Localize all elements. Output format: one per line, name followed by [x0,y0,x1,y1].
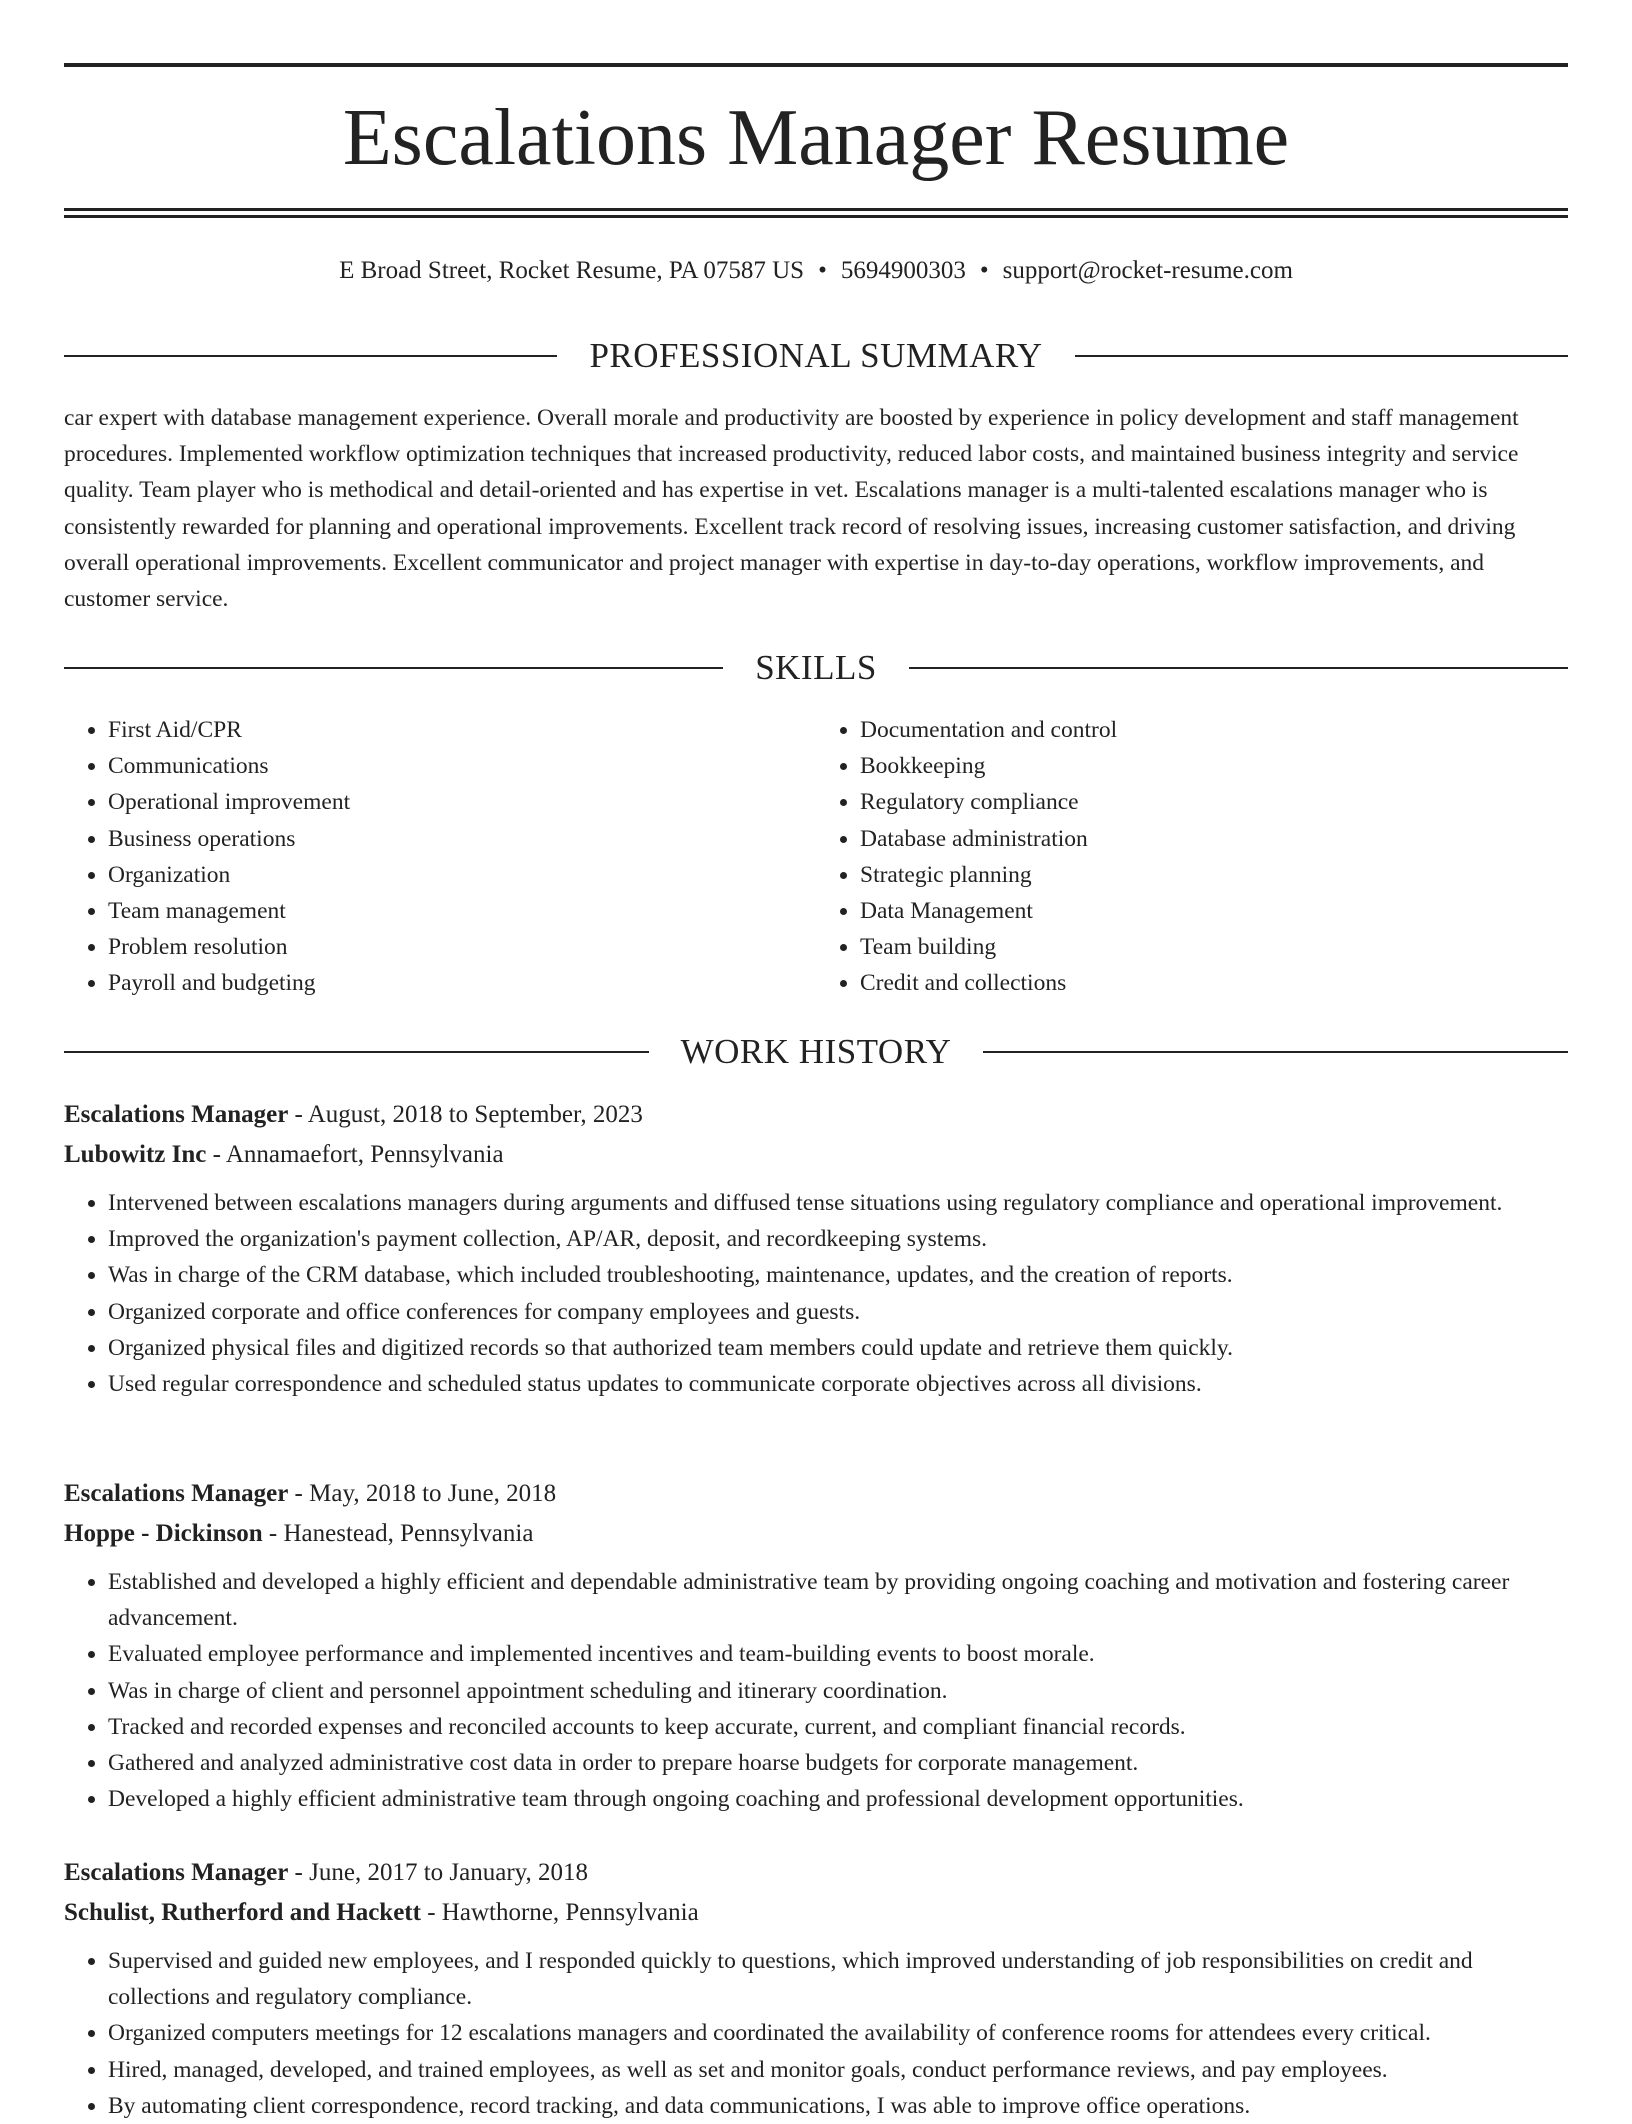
skills-column-left [64,712,816,1002]
summary-heading: PROFESSIONAL SUMMARY [589,336,1043,375]
skill-item: • Database administration [860,821,1568,857]
title-double-rule [64,208,1568,218]
job-bullets [64,1943,1568,2124]
job-entry [64,1095,1568,1402]
skill-item: • Business operations [108,821,816,857]
job-bullet: • Improved the organization's payment collection, AP/AR, deposit, and recordkeeping systems. [108,1221,1568,1257]
divider [64,1051,649,1053]
job-dates: - August, 2018 to September, 2023 [288,1101,643,1128]
work-section-header [64,1032,1568,1072]
contact-separator: • [818,257,827,284]
contact-phone: 5694900303 [840,257,966,284]
job-title: Escalations Manager [64,1859,289,1886]
job-entry [64,1474,1568,1817]
resume-title: Escalations Manager Resume [342,94,1290,182]
divider [1075,355,1568,357]
contact-address: E Broad Street, Rocket Resume, PA 07587 US [339,257,805,284]
job-bullet: • Was in charge of client and personnel appointment scheduling and itinerary coordination. [108,1673,1568,1709]
job-bullet: • Developed a highly efficient administrative team through ongoing coaching and professional development opportunities. [108,1781,1568,1817]
job-dates: - June, 2017 to January, 2018 [288,1859,589,1886]
work-heading: WORK HISTORY [680,1032,952,1071]
skill-item: • Credit and collections [860,965,1568,1001]
skill-item: • Regulatory compliance [860,784,1568,820]
job-bullets [64,1185,1568,1402]
divider [64,355,557,357]
skills-section-header [64,648,1568,688]
top-rule [64,63,1568,67]
job-title: Escalations Manager [64,1101,289,1128]
job-bullet: • Hired, managed, developed, and trained employees, as well as set and monitor goals, conduct performance reviews, and pay employees. [108,2052,1568,2088]
divider [909,667,1568,669]
job-title: Escalations Manager [64,1480,289,1507]
skill-item: • Payroll and budgeting [108,965,816,1001]
job-company-line [64,1893,1568,1933]
skill-item: • Data Management [860,893,1568,929]
skill-item: • Documentation and control [860,712,1568,748]
skill-item: • Problem resolution [108,929,816,965]
job-bullet: • Organized corporate and office conferences for company employees and guests. [108,1294,1568,1330]
job-bullet: • Gathered and analyzed administrative cost data in order to prepare hoarse budgets for corporate management. [108,1745,1568,1781]
job-title-line [64,1095,1568,1135]
job-bullet: • Evaluated employee performance and implemented incentives and team-building events to boost morale. [108,1636,1568,1672]
job-bullet: • Tracked and recorded expenses and reconciled accounts to keep accurate, current, and compliant financial records. [108,1709,1568,1745]
job-title-line [64,1853,1568,1893]
job-bullet: • Established and developed a highly efficient and dependable administrative team by providing ongoing coaching and motivation and fostering career advancement. [108,1564,1568,1636]
job-bullet: • Supervised and guided new employees, and I responded quickly to questions, which improved understanding of job responsibilities on credit and collections and regulatory compliance. [108,1943,1568,2015]
skills-list [64,712,1568,1002]
job-bullet: • Intervened between escalations managers during arguments and diffused tense situations using regulatory compliance and operational improvement. [108,1185,1568,1221]
contact-separator: • [979,257,989,284]
skill-item: • Strategic planning [860,857,1568,893]
job-company-line [64,1135,1568,1175]
job-bullet: • Was in charge of the CRM database, which included troubleshooting, maintenance, updates, and the creation of reports. [108,1257,1568,1293]
job-bullets [64,1564,1568,1817]
job-title-line [64,1474,1568,1514]
skills-heading: SKILLS [755,648,877,687]
skill-item: • Operational improvement [108,784,816,820]
job-location: - Annamaefort, Pennsylvania [206,1141,504,1168]
contact-email[interactable]: support@rocket-resume.com [1002,257,1293,284]
skill-item: • Team building [860,929,1568,965]
job-bullet: • Organized physical files and digitized records so that authorized team members could update and retrieve them quickly. [108,1330,1568,1366]
job-company-line [64,1514,1568,1554]
divider [64,667,723,669]
job-location: - Hawthorne, Pennsylvania [420,1899,699,1926]
skill-item: • Communications [108,748,816,784]
job-bullet: • By automating client correspondence, record tracking, and data communications, I was able to improve office operations. [108,2088,1568,2124]
skill-item: • Team management [108,893,816,929]
job-bullet: • Organized computers meetings for 12 escalations managers and coordinated the availability of conference rooms for attendees every critical. [108,2015,1568,2051]
job-company: Schulist, Rutherford and Hackett [64,1899,421,1926]
skill-item: • First Aid/CPR [108,712,816,748]
summary-section-header [64,336,1568,376]
job-company: Hoppe - Dickinson [64,1520,263,1547]
job-entry [64,1853,1568,2124]
contact-line [64,254,1568,288]
job-bullet: • Used regular correspondence and scheduled status updates to communicate corporate objectives across all divisions. [108,1366,1568,1402]
skills-column-right [816,712,1568,1002]
summary-text: car expert with database management experience. Overall morale and productivity are boosted by experience in policy development and staff management procedures. Implemented workflow optimization techniques that increased productivity, reduced labor costs, and maintained business integrity and service quality. Team player who is methodical and detail-oriented and has expertise in vet. Escalations manager is a multi-talented escalations manager who is consistently rewarded for planning and operational improvements. Excellent track record of resolving issues, increasing customer satisfaction, and driving overall operational improvements. Excellent communicator and project manager with expertise in day-to-day operations, workflow improvements, and customer service. [64,405,1519,613]
job-dates: - May, 2018 to June, 2018 [288,1480,557,1507]
divider [983,1051,1568,1053]
job-location: - Hanestead, Pennsylvania [262,1520,534,1547]
job-company: Lubowitz Inc [64,1141,207,1168]
skill-item: • Bookkeeping [860,748,1568,784]
skill-item: • Organization [108,857,816,893]
